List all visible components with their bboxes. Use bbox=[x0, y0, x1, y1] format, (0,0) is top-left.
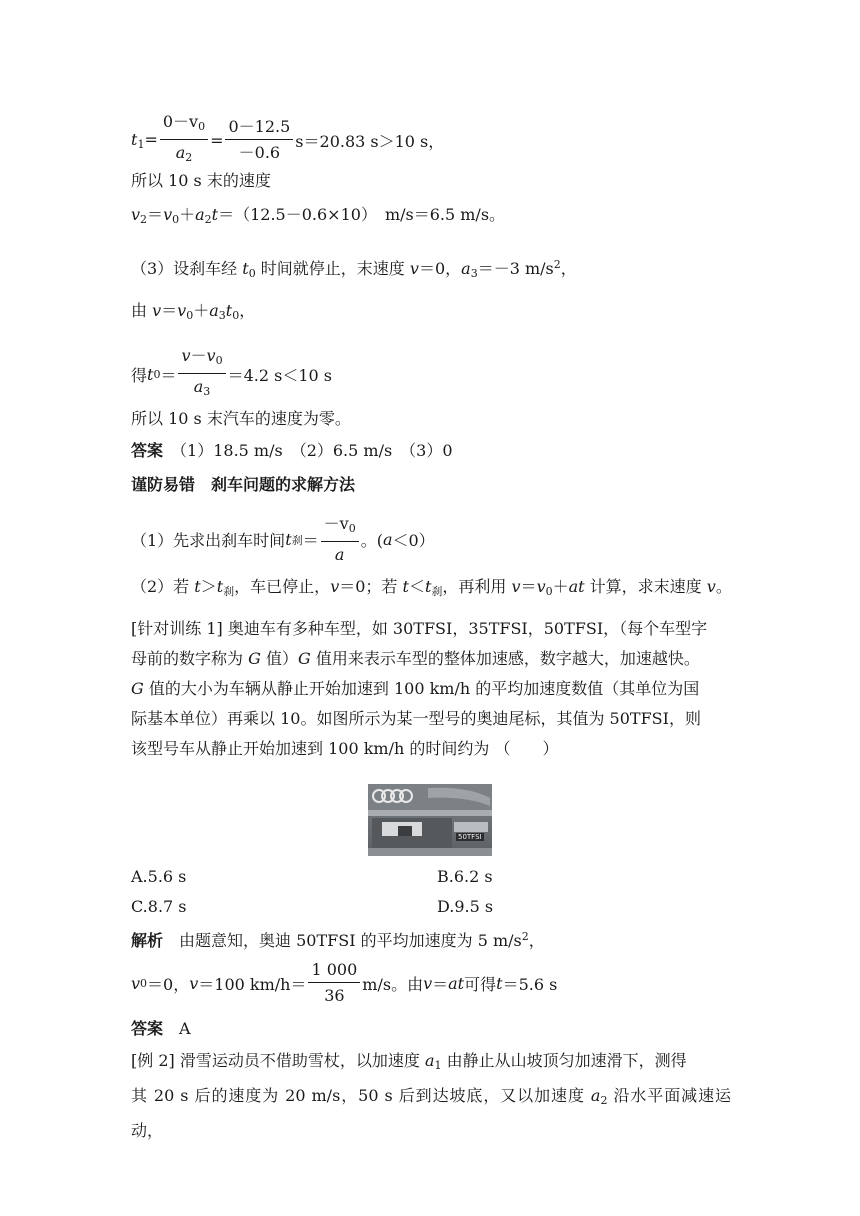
equation-v2 bbox=[131, 204, 505, 231]
text-line: 所以 10 s 末的速度 bbox=[131, 171, 271, 190]
equals: = bbox=[210, 130, 224, 150]
var: v bbox=[536, 577, 546, 596]
text: [例 2] 滑雪运动员不借助雪杖，以加速度 bbox=[131, 1051, 425, 1070]
sub: 0 bbox=[248, 267, 256, 280]
sub: 0 bbox=[140, 976, 148, 990]
text: 由 bbox=[131, 301, 153, 320]
op: ＝ bbox=[147, 205, 164, 224]
text: ＝0， bbox=[147, 974, 190, 994]
fraction bbox=[321, 514, 359, 565]
var: t bbox=[402, 577, 409, 596]
text: ＝0， bbox=[418, 259, 462, 278]
question-line bbox=[131, 674, 731, 704]
text: （3）设刹车经 bbox=[131, 259, 243, 278]
audi-rear-badge-photo bbox=[368, 784, 492, 856]
answer-text: A bbox=[179, 1019, 191, 1038]
sup: 2 bbox=[553, 258, 561, 271]
text: 值用来表示车型的整体加速感，数字越大，加速越快。 bbox=[310, 649, 700, 668]
var: a bbox=[590, 1086, 601, 1105]
example-2 bbox=[131, 1046, 731, 1146]
answer-label: 答案 bbox=[131, 1019, 164, 1038]
sub: 0 bbox=[545, 585, 553, 598]
tip-1 bbox=[131, 514, 435, 565]
text: ，车已停止， bbox=[234, 577, 331, 596]
var: G bbox=[131, 679, 144, 698]
text: ， bbox=[239, 301, 256, 320]
equation-t1 bbox=[131, 112, 444, 168]
frac-den: a bbox=[334, 545, 345, 564]
var: v bbox=[189, 973, 199, 993]
sub: 2 bbox=[185, 151, 193, 164]
analysis-text: 由题意知，奥迪 50TFSI 的平均加速度为 5 m/s bbox=[179, 931, 522, 950]
fraction bbox=[308, 960, 360, 1006]
text: 计算，求末速度 bbox=[584, 577, 707, 596]
var: v bbox=[706, 577, 716, 596]
op: ＋ bbox=[179, 205, 196, 224]
option-d: D.9.5 s bbox=[437, 897, 494, 916]
tip-title: 谨防易错 刹车问题的求解方法 bbox=[131, 475, 356, 494]
frac-num: 1 000 bbox=[308, 960, 360, 983]
op: ＝ bbox=[160, 365, 177, 385]
sub: 0 bbox=[153, 367, 161, 381]
sub: 3 bbox=[218, 309, 226, 322]
var: t bbox=[216, 577, 224, 596]
text: （2）若 bbox=[131, 577, 195, 596]
analysis-label: 解析 bbox=[131, 931, 164, 950]
var: t bbox=[285, 530, 292, 549]
text: 母前的数字称为 bbox=[131, 649, 249, 668]
text: 值） bbox=[260, 649, 298, 668]
question-line: 际基本单位）再乘以 10。如图所示为某一型号的奥迪尾标，其值为 50TFSI，则 bbox=[131, 709, 701, 728]
text: 得 bbox=[131, 365, 148, 385]
sub: 3 bbox=[203, 385, 211, 398]
text: ＝100 km/h＝ bbox=[198, 974, 307, 994]
sub: 0 bbox=[198, 120, 206, 133]
training-question bbox=[131, 614, 731, 764]
sub: 0 bbox=[186, 309, 194, 322]
var: a bbox=[195, 205, 205, 224]
var: G bbox=[248, 649, 261, 668]
answer-label: 答案 bbox=[131, 441, 164, 460]
sub: 刹 bbox=[291, 533, 303, 547]
sub: 1 bbox=[434, 1059, 442, 1072]
text-line: 所以 10 s 末汽车的速度为零。 bbox=[131, 409, 351, 428]
var: v bbox=[330, 577, 340, 596]
var: a bbox=[461, 259, 471, 278]
equation-t0 bbox=[131, 346, 332, 402]
text: ＝4.2 s＜10 s bbox=[227, 365, 332, 385]
var: t bbox=[424, 577, 432, 596]
var: v bbox=[181, 346, 191, 365]
sub: 刹 bbox=[431, 585, 443, 598]
frac-num: 0－12.5 bbox=[225, 117, 293, 140]
op: ＜ bbox=[408, 577, 425, 596]
sub: 3 bbox=[470, 267, 478, 280]
option-c: C.8.7 s bbox=[131, 897, 187, 916]
var: at bbox=[448, 973, 465, 993]
text: 其 20 s 后的速度为 20 m/s，50 s 后到达坡底，又以加速度 bbox=[131, 1086, 591, 1105]
var: v bbox=[423, 973, 433, 993]
text: ， bbox=[560, 259, 577, 278]
var: t bbox=[147, 364, 154, 384]
var: G bbox=[297, 649, 311, 668]
op: ＝ bbox=[161, 301, 178, 320]
answer-line bbox=[131, 1018, 191, 1040]
text: ＝0；若 bbox=[339, 577, 403, 596]
sub: 刹 bbox=[223, 585, 235, 598]
tip-2 bbox=[131, 576, 732, 603]
var: v bbox=[206, 346, 216, 365]
op: ＞ bbox=[200, 577, 217, 596]
step-3-line bbox=[131, 254, 577, 285]
text: ，再利用 bbox=[442, 577, 512, 596]
text: 可得 bbox=[464, 974, 497, 994]
var: t bbox=[225, 301, 233, 320]
answer-text: （1）18.5 m/s （2）6.5 m/s （3）0 bbox=[179, 441, 453, 460]
text: 。 bbox=[715, 577, 732, 596]
text: ＝ bbox=[432, 974, 449, 994]
var: a bbox=[424, 1051, 435, 1070]
op: ＋ bbox=[552, 577, 569, 596]
frac-num: 0－v bbox=[162, 112, 199, 131]
sub: 1 bbox=[137, 137, 145, 151]
var: t bbox=[211, 205, 219, 224]
var: t bbox=[242, 259, 249, 278]
text: 由静止从山坡顶匀加速滑下，测得 bbox=[441, 1051, 687, 1070]
var: v bbox=[409, 259, 419, 278]
var: t bbox=[194, 577, 201, 596]
sub: 0 bbox=[215, 354, 223, 367]
equals: = bbox=[144, 129, 158, 149]
text: m/s。由 bbox=[362, 974, 424, 994]
var: v bbox=[163, 205, 173, 224]
var: at bbox=[568, 577, 585, 596]
sub: 2 bbox=[140, 213, 148, 226]
formula-line bbox=[131, 300, 255, 327]
var: t bbox=[496, 973, 503, 993]
op: ＋ bbox=[193, 301, 210, 320]
option-b: B.6.2 s bbox=[437, 867, 493, 886]
frac-den: a bbox=[175, 143, 186, 162]
fraction bbox=[178, 346, 225, 402]
text: ＝5.6 s bbox=[502, 974, 558, 994]
text: 沿水平面减速运动， bbox=[131, 1086, 731, 1140]
calc-line bbox=[131, 960, 557, 1006]
var-t: t bbox=[131, 129, 138, 149]
var: v bbox=[511, 577, 521, 596]
sub: 0 bbox=[348, 522, 356, 535]
var: v bbox=[131, 205, 141, 224]
var: v bbox=[131, 973, 141, 993]
option-a: A.5.6 s bbox=[131, 867, 187, 886]
sup: 2 bbox=[521, 930, 529, 943]
equation-rest: s＝20.83 s＞10 s， bbox=[295, 131, 445, 151]
fraction-1 bbox=[160, 112, 208, 168]
car-photo-svg bbox=[368, 784, 492, 856]
example-line bbox=[131, 1081, 731, 1146]
text: ＜0） bbox=[392, 531, 435, 550]
equation-rest: ＝（12.5－0.6×10） m/s＝6.5 m/s。 bbox=[218, 205, 506, 224]
badge-text: 50TFSI bbox=[458, 833, 482, 841]
analysis-line bbox=[131, 926, 545, 952]
text: ＝－3 m/s bbox=[477, 259, 554, 278]
frac-den: 36 bbox=[324, 986, 345, 1005]
op: ＝ bbox=[520, 577, 537, 596]
sub: 2 bbox=[204, 213, 212, 226]
op: ＝ bbox=[302, 531, 319, 550]
fraction-2 bbox=[225, 117, 293, 163]
answer-line bbox=[131, 440, 453, 462]
sub: 2 bbox=[600, 1094, 608, 1107]
frac-num: －v bbox=[323, 514, 349, 533]
text: 值的大小为车辆从静止开始加速到 100 km/h 的平均加速度数值（其单位为国 bbox=[143, 679, 700, 698]
var: v bbox=[177, 301, 187, 320]
text: 时间就停止，末速度 bbox=[255, 259, 410, 278]
op: － bbox=[190, 346, 207, 365]
text: （1）先求出刹车时间 bbox=[131, 531, 286, 550]
frac-den: －0.6 bbox=[238, 143, 281, 162]
question-line: [针对训练 1] 奥迪车有多种车型，如 30TFSI，35TFSI，50TFSI，（每个车型字 bbox=[131, 619, 708, 638]
var: a bbox=[382, 530, 393, 549]
var: v bbox=[152, 301, 162, 320]
sub: 0 bbox=[172, 213, 180, 226]
sub: 0 bbox=[232, 309, 240, 322]
question-line: 该型号车从静止开始加速到 100 km/h 的时间约为 （ ） bbox=[131, 739, 559, 758]
var: a bbox=[193, 377, 204, 396]
example-line bbox=[131, 1046, 731, 1081]
question-line bbox=[131, 644, 731, 674]
text: ， bbox=[528, 931, 545, 950]
text: 。( bbox=[360, 531, 383, 550]
var: a bbox=[209, 301, 219, 320]
